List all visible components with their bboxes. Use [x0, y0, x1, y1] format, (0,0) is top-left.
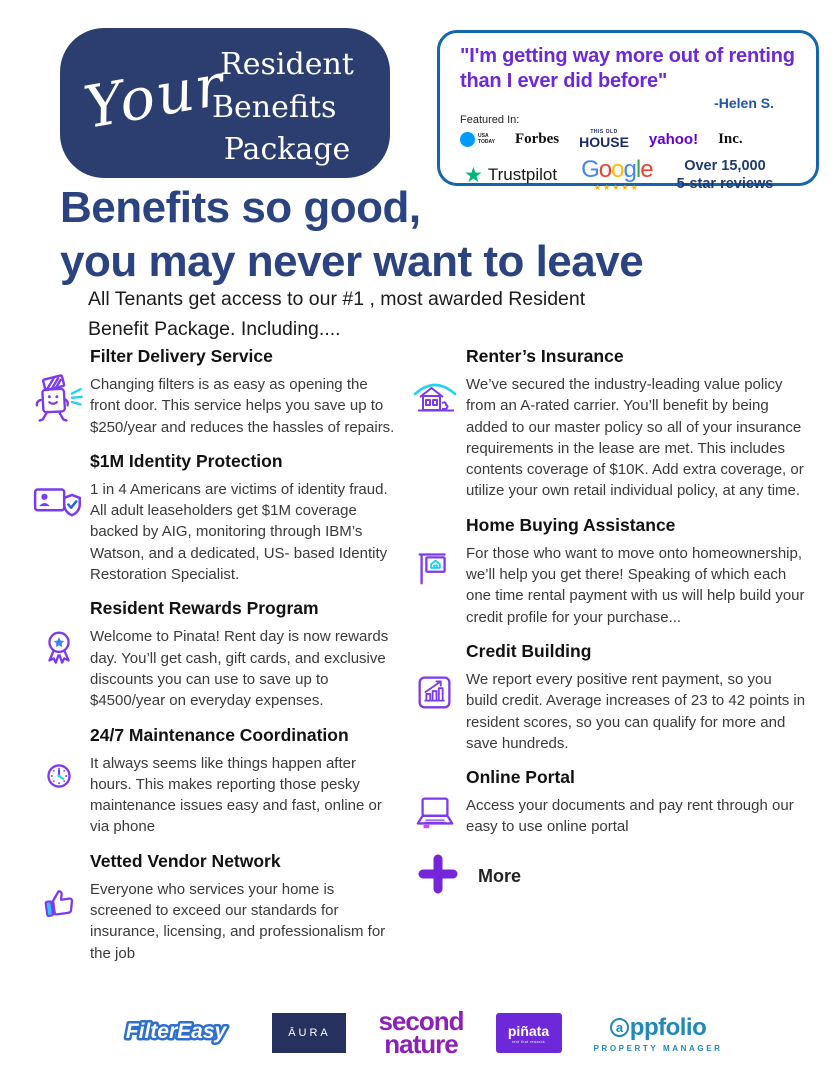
headline-line1: Benefits so good, — [60, 183, 421, 232]
inc-logo: Inc. — [718, 131, 743, 147]
benefit-title: Renter’s Insurance — [466, 346, 624, 366]
forbes-logo: Forbes — [514, 131, 560, 147]
badge-line-2: Benefits — [212, 89, 337, 125]
usa-today-line2: TODAY — [478, 138, 495, 145]
second-nature-logo — [378, 1006, 464, 1060]
laptop-icon — [404, 767, 466, 838]
benefit-body: We report every positive rent payment, so you build credit. Average increases of 23 to 42 points in resident scores, so you can qualify for more and save hundreds. — [466, 670, 806, 752]
google-letter: g — [623, 156, 636, 184]
subheadline-line2: Benefit Package. Including.... — [88, 318, 341, 341]
testimonial-quote: "I'm getting way more out of renting than I ever did before" — [460, 45, 795, 92]
google-letter: o — [611, 156, 624, 184]
benefit-online-portal — [404, 767, 812, 838]
filter-character-icon — [28, 346, 90, 438]
benefit-resident-rewards — [28, 598, 404, 711]
partner-logos-row — [0, 1006, 835, 1060]
trustpilot-label: Trustpilot — [487, 165, 558, 185]
benefit-text — [90, 346, 404, 438]
google-letter: o — [598, 156, 612, 184]
google-letter: l — [635, 156, 641, 184]
insured-home-icon — [404, 346, 466, 502]
testimonial-box — [437, 30, 819, 193]
benefit-body: It always seems like things happen after hours. This makes reporting those pesky maintenance issues easy and fast, online or via phone — [90, 754, 382, 836]
benefits-column-left — [28, 346, 404, 977]
pinata-logo — [496, 1013, 562, 1053]
filtereasy-logo — [112, 1013, 240, 1054]
appfolio-wordmark — [594, 1014, 723, 1042]
benefit-body: Welcome to Pinata! Rent day is now rewards day. You’ll get cash, gift cards, and exclusive discounts you can use to save up to $4500/year on everyday expenses. — [90, 628, 389, 710]
benefit-body: Changing filters is as easy as opening the front door. This service helps you save up to $250/year and reduces the hassles of repairs. — [90, 376, 395, 436]
benefit-text — [466, 641, 812, 754]
this-old-house-main: HOUSE — [579, 134, 629, 150]
badge-script-word: Your — [79, 50, 231, 142]
benefit-body: Access your documents and pay rent through our easy to use online portal — [466, 797, 794, 836]
benefit-body: Everyone who services your home is screened to exceed our standards for insurance, licensing, and professionalism for the job — [90, 880, 386, 962]
this-old-house-logo — [579, 130, 629, 149]
usa-today-logo — [460, 132, 495, 147]
benefit-identity-protection — [28, 451, 404, 585]
identity-shield-icon — [28, 451, 90, 585]
subheadline — [88, 284, 708, 344]
benefit-text — [90, 598, 404, 711]
credit-chart-icon — [404, 641, 466, 754]
reviews-line2: 5-star reviews — [676, 176, 774, 193]
testimonial-attribution: -Helen S. — [714, 95, 774, 111]
more-label: More — [478, 865, 522, 886]
award-ribbon-icon — [28, 598, 90, 711]
benefit-body: For those who want to move onto homeownership, we’ll help you get there! Speaking of which each one time rental payment with us will help build your credit profile for your purchase... — [466, 544, 805, 626]
thumbs-up-icon — [28, 851, 90, 964]
featured-in-label: Featured In: — [460, 114, 520, 126]
benefit-title: 24/7 Maintenance Coordination — [90, 724, 349, 745]
benefit-title: $1M Identity Protection — [90, 450, 283, 471]
pinata-tagline: rent that rewards — [511, 1039, 546, 1044]
google-stars-icon: ★★★★★ — [593, 183, 640, 193]
resident-benefits-badge — [60, 28, 390, 178]
badge-title — [198, 44, 376, 172]
benefit-filter-delivery — [28, 346, 404, 438]
headline-line2: you may never want to leave — [60, 236, 644, 286]
benefit-title: Filter Delivery Service — [90, 346, 273, 366]
benefits-column-right — [404, 346, 812, 977]
benefit-title: Resident Rewards Program — [90, 598, 319, 619]
appfolio-rest: ppfolio — [629, 1013, 707, 1041]
reviews-line1: Over 15,000 — [684, 158, 766, 174]
benefit-body: We’ve secured the industry-leading value policy from an A-rated carrier. You’ll benefit by being added to our master policy so all of your insurance requirements in the lease are met. This includes contents coverage of $10K. Add extra coverage, or utilize your own retail individual policy, at any time. — [466, 376, 804, 500]
benefits-grid — [28, 346, 812, 977]
benefit-text — [90, 725, 404, 838]
google-letter: G — [581, 156, 599, 184]
second-nature-line1: second — [378, 1006, 464, 1037]
page-title — [60, 181, 643, 288]
badge-line-1: Resident — [220, 47, 354, 82]
benefit-text — [466, 346, 812, 502]
benefit-maintenance — [28, 725, 404, 838]
benefit-title: Credit Building — [466, 640, 592, 661]
reviews-count — [677, 157, 774, 193]
benefit-renters-insurance — [404, 346, 812, 502]
benefit-home-buying — [404, 515, 812, 628]
press-logos-row — [460, 130, 802, 149]
benefit-text — [466, 767, 812, 838]
pinata-word: piñata — [507, 1022, 550, 1039]
benefit-vendor-network — [28, 851, 404, 964]
google-word — [581, 158, 652, 182]
subheadline-line1: All Tenants get access to our #1 , most awarded Resident — [88, 288, 586, 310]
appfolio-logo — [594, 1014, 723, 1053]
filtereasy-text: FilterEasy — [126, 1019, 227, 1043]
appfolio-a-icon: a — [610, 1018, 629, 1037]
benefit-title: Vetted Vendor Network — [90, 850, 281, 871]
second-nature-line2: nature — [384, 1029, 458, 1060]
yahoo-logo: yahoo! — [648, 131, 699, 148]
benefit-credit-building — [404, 641, 812, 754]
benefit-title: Home Buying Assistance — [466, 514, 676, 535]
benefit-title: Online Portal — [466, 767, 575, 788]
this-old-house-top: THIS OLD — [590, 129, 618, 135]
aura-logo: ĀURA — [272, 1013, 346, 1053]
clock-icon — [28, 725, 90, 838]
benefit-text — [466, 515, 812, 628]
trustpilot-star-icon: ★ — [464, 163, 483, 187]
google-letter: e — [640, 156, 653, 184]
usa-today-line1: USA — [478, 133, 489, 139]
usa-today-text — [478, 134, 495, 145]
plus-icon — [418, 854, 458, 899]
benefit-text — [90, 451, 404, 585]
badge-line-3: Package — [223, 132, 351, 168]
benefit-body: 1 in 4 Americans are victims of identity fraud. All adult leaseholders get $1M coverage backed by AIG, monitoring through IBM’s Watson, and a dedicated, US- based Identity Restoration Specialist. — [90, 480, 388, 584]
benefit-text — [90, 851, 404, 964]
home-sign-icon — [404, 515, 466, 628]
usa-today-circle-icon — [460, 132, 475, 147]
appfolio-subtitle: PROPERTY MANAGER — [593, 1043, 723, 1053]
more-benefits — [418, 854, 812, 899]
